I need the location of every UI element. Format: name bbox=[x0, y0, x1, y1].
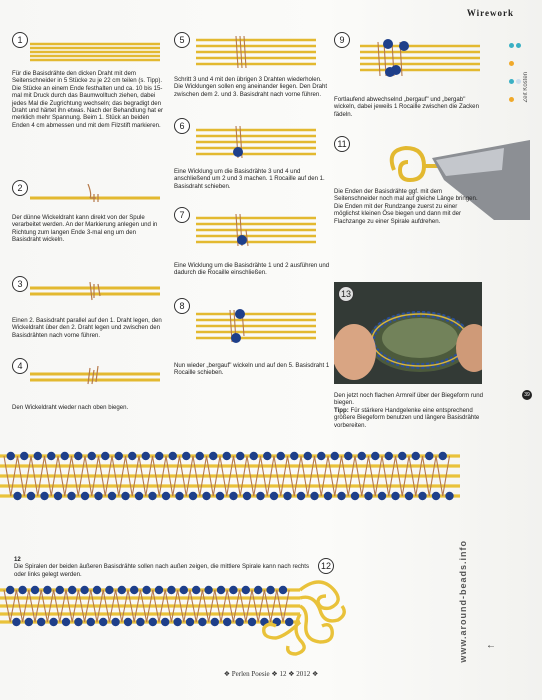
rocaille-bead bbox=[56, 586, 64, 594]
rating-dot bbox=[516, 43, 521, 48]
step-2-text: Der dünne Wickeldraht kann direkt von der Spule verarbeitet werden. An der Markierung anlegen und in Richtung zum langen Ende 3-mal eng um den Basisdraht wickeln. bbox=[12, 214, 158, 244]
rocaille-bead bbox=[358, 452, 366, 460]
rocaille-bead bbox=[94, 492, 102, 500]
rocaille-bead bbox=[439, 452, 447, 460]
rocaille-bead bbox=[412, 452, 420, 460]
bracelet-spiral-ends-illustration bbox=[0, 580, 360, 658]
rocaille-bead bbox=[169, 452, 177, 460]
rocaille-bead bbox=[256, 492, 264, 500]
rocaille-bead bbox=[391, 492, 399, 500]
step-6-number: 6 bbox=[174, 118, 190, 134]
tip-label: Tipp: bbox=[334, 406, 349, 414]
rocaille-bead bbox=[211, 618, 219, 626]
rocaille-bead bbox=[418, 492, 426, 500]
rocaille-bead bbox=[108, 492, 116, 500]
tip-text: Für stärkere Handgelenke eine entsprechend größere Biegeform benutzen und längere Basisdrähte vorbereiten. bbox=[334, 406, 480, 429]
rocaille-bead bbox=[198, 618, 206, 626]
rocaille-bead bbox=[136, 618, 144, 626]
rocaille-bead bbox=[20, 452, 28, 460]
rocaille-bead bbox=[87, 618, 95, 626]
rocaille-bead bbox=[229, 586, 237, 594]
rocaille-bead bbox=[18, 586, 26, 594]
rocaille-bead bbox=[204, 586, 212, 594]
page-tab-marker: 39 bbox=[522, 390, 532, 400]
rocaille-bead bbox=[148, 492, 156, 500]
rocaille-bead bbox=[13, 492, 21, 500]
step-6-text: Eine Wicklung um die Basisdrähte 3 und 4 und anschließend um 2 und 3 machen. 1 Rocaille auf den 1. Basisdraht schieben. bbox=[174, 168, 325, 190]
rocaille-bead bbox=[248, 618, 256, 626]
rocaille-bead bbox=[209, 452, 217, 460]
rocaille-bead bbox=[344, 452, 352, 460]
step-1-illustration bbox=[30, 40, 160, 64]
step-13-number: 13 bbox=[338, 286, 354, 302]
step-12-text bbox=[14, 556, 314, 578]
step-4-number: 4 bbox=[12, 358, 28, 374]
step-5-number: 5 bbox=[174, 32, 190, 48]
rocaille-bead bbox=[43, 586, 51, 594]
step-5-text: Schritt 3 und 4 mit den übrigen 3 Drahten wiederholen. Die Wicklungen sollen eng aneinander liegen. Den Draht zwischen dem 2. und 3. Basisdraht nach vorne führen. bbox=[174, 76, 328, 98]
bracelet-on-bottle-image bbox=[334, 282, 482, 384]
rocaille-bead bbox=[186, 618, 194, 626]
rocaille-bead bbox=[49, 618, 57, 626]
rocaille-bead bbox=[47, 452, 55, 460]
step-7-number: 7 bbox=[174, 207, 190, 223]
step-13-text bbox=[334, 392, 484, 429]
step-2-number: 2 bbox=[12, 180, 28, 196]
rocaille-bead bbox=[142, 586, 150, 594]
rocaille-bead bbox=[149, 618, 157, 626]
step-9-number: 9 bbox=[334, 32, 350, 48]
rocaille-bead bbox=[173, 618, 181, 626]
rocaille-bead bbox=[93, 586, 101, 594]
rocaille-bead bbox=[68, 586, 76, 594]
rocaille-bead bbox=[283, 492, 291, 500]
rocaille-bead bbox=[118, 586, 126, 594]
rocaille-bead bbox=[88, 452, 96, 460]
step-8-illustration bbox=[196, 306, 316, 346]
rocaille-bead bbox=[378, 492, 386, 500]
page-footer: ❖ Perlen Poesie ❖ 12 ❖ 2012 ❖ bbox=[223, 670, 319, 678]
rocaille-bead bbox=[67, 492, 75, 500]
rocaille-bead bbox=[405, 492, 413, 500]
rocaille-bead bbox=[182, 452, 190, 460]
rocaille-bead bbox=[155, 452, 163, 460]
rocaille-bead bbox=[111, 618, 119, 626]
rocaille-bead bbox=[74, 452, 82, 460]
rocaille-bead bbox=[25, 618, 33, 626]
step-4-text: Den Wickeldraht wieder nach oben biegen. bbox=[12, 404, 129, 411]
step-12-number-circle: 12 bbox=[318, 558, 334, 574]
rocaille-bead bbox=[243, 492, 251, 500]
rocaille-bead bbox=[277, 452, 285, 460]
rocaille-bead bbox=[217, 586, 225, 594]
step-2-illustration bbox=[30, 184, 160, 208]
rocaille-bead bbox=[254, 586, 262, 594]
rocaille-bead bbox=[124, 618, 132, 626]
rocaille-bead bbox=[266, 586, 274, 594]
rocaille-bead bbox=[128, 452, 136, 460]
rocaille-bead bbox=[155, 586, 163, 594]
rocaille-bead bbox=[61, 452, 69, 460]
rocaille-bead bbox=[74, 618, 82, 626]
rocaille-bead bbox=[142, 452, 150, 460]
rocaille-bead bbox=[31, 586, 39, 594]
rocaille-bead bbox=[223, 618, 231, 626]
rocaille-bead bbox=[7, 452, 15, 460]
rocaille-bead bbox=[189, 492, 197, 500]
rocaille-bead bbox=[196, 452, 204, 460]
rocaille-bead bbox=[270, 492, 278, 500]
rocaille-bead bbox=[351, 492, 359, 500]
rocaille-bead bbox=[229, 492, 237, 500]
rocaille-bead bbox=[297, 492, 305, 500]
rocaille-bead bbox=[279, 586, 287, 594]
rocaille-bead bbox=[324, 492, 332, 500]
rocaille-bead bbox=[167, 586, 175, 594]
step-13-photo bbox=[334, 282, 482, 384]
rocaille-bead bbox=[398, 452, 406, 460]
rocaille-bead bbox=[263, 452, 271, 460]
rocaille-bead bbox=[121, 492, 129, 500]
bracelet-wire-illustration bbox=[0, 446, 460, 508]
rocaille-bead bbox=[235, 618, 243, 626]
step-9-illustration bbox=[360, 32, 480, 80]
rocaille-bead bbox=[12, 618, 20, 626]
rating-dot bbox=[509, 43, 514, 48]
step-8-text: Nun wieder „bergauf" wickeln und auf den 5. Basisdraht 1 Rocaille schieben. bbox=[174, 362, 330, 377]
rocaille-bead bbox=[81, 492, 89, 500]
rocaille-bead bbox=[432, 492, 440, 500]
rocaille-bead bbox=[250, 452, 258, 460]
rocaille-bead bbox=[99, 618, 107, 626]
rocaille-bead bbox=[175, 492, 183, 500]
rating-dot bbox=[516, 79, 521, 84]
rocaille-bead bbox=[304, 452, 312, 460]
rocaille-bead bbox=[385, 452, 393, 460]
step-6-illustration bbox=[196, 124, 316, 160]
rocaille-bead bbox=[202, 492, 210, 500]
continue-arrow-icon: ← bbox=[486, 640, 496, 651]
rocaille-bead bbox=[216, 492, 224, 500]
rocaille-bead bbox=[242, 586, 250, 594]
website-watermark: www.around-beads.info bbox=[458, 540, 468, 663]
rocaille-bead bbox=[317, 452, 325, 460]
step-3-number: 3 bbox=[12, 276, 28, 292]
rocaille-bead bbox=[445, 492, 453, 500]
step-1-number: 1 bbox=[12, 32, 28, 48]
step-13-main-text: Den jetzt noch flachen Armreif über der Biegeform rund biegen. bbox=[334, 392, 484, 407]
rocaille-bead bbox=[371, 452, 379, 460]
step-8-number: 8 bbox=[174, 298, 190, 314]
rocaille-bead bbox=[101, 452, 109, 460]
rocaille-bead bbox=[290, 452, 298, 460]
rocaille-bead bbox=[62, 618, 70, 626]
step-9-text: Fortlaufend abwechselnd „bergauf" und „bergab" wickeln, dabei jeweils 1 Rocaille zwischen die Zacken fädeln. bbox=[334, 96, 479, 118]
step-1-text: Für die Basisdrähte den dicken Draht mit dem Seitenschneider in 5 Stücke zu je 22 cm teilen (s. Tipp). Die Stücke an einem Ende festhalten und ca. 10 bis 15-mal mit Druck durch das Baumwolltuch ziehen, dabei jedes Mal die Zugrichtung wechseln; das begradigt den Draht und härtet ihn etwas. Nach der Behandlung hat er merklich mehr Spannung. Beim 1. Stück an beiden Enden 4 cm abmessen und mit dem Filzstift markieren. bbox=[12, 70, 164, 129]
rocaille-bead bbox=[337, 492, 345, 500]
rocaille-bead bbox=[236, 452, 244, 460]
rocaille-bead bbox=[223, 452, 231, 460]
step-4-illustration bbox=[30, 366, 160, 386]
rocaille-bead bbox=[285, 618, 293, 626]
section-title: Wirework bbox=[466, 8, 514, 18]
rating-dot bbox=[509, 61, 514, 66]
step-3-illustration bbox=[30, 282, 160, 302]
step-12-number: 12 bbox=[14, 556, 21, 563]
rocaille-bead bbox=[135, 492, 143, 500]
rocaille-bead bbox=[6, 586, 14, 594]
rocaille-bead bbox=[364, 492, 372, 500]
rocaille-bead bbox=[34, 452, 42, 460]
rocaille-bead bbox=[115, 452, 123, 460]
rating-dot bbox=[509, 79, 514, 84]
rocaille-bead bbox=[40, 492, 48, 500]
rocaille-bead bbox=[27, 492, 35, 500]
rocaille-bead bbox=[310, 492, 318, 500]
rating-dot bbox=[509, 97, 514, 102]
step-5-illustration bbox=[196, 34, 316, 70]
step-11-number: 11 bbox=[334, 136, 350, 152]
step-3-text: Einen 2. Basisdraht parallel auf den 1. Draht legen, den Wickeldraht über den 2. Draht legen und zwischen den Basisdrähten nach vorne führen. bbox=[12, 317, 162, 339]
rocaille-bead bbox=[37, 618, 45, 626]
rocaille-bead bbox=[130, 586, 138, 594]
rocaille-bead bbox=[180, 586, 188, 594]
step-7-illustration bbox=[196, 212, 316, 248]
rocaille-bead bbox=[331, 452, 339, 460]
step-11-text: Die Enden der Basisdrähte ggf. mit dem Seitenschneider noch mal auf gleiche Länge bringen. Die Enden mit der Rundzange zuerst zu einer möglichst kleinen Öse biegen und dann mit der Flachzange zu einer Spirale aufdrehen. bbox=[334, 188, 478, 225]
step-12-main-text: Die Spiralen der beiden äußeren Basisdrähte sollen nach außen zeigen, die mittlere Spirale kann nach rechts oder links gelegt werden. bbox=[14, 563, 310, 578]
rocaille-bead bbox=[425, 452, 433, 460]
rocaille-bead bbox=[54, 492, 62, 500]
time-cost-label: Zeit Kosten bbox=[523, 72, 529, 103]
step-7-text: Eine Wicklung um die Basisdrähte 1 und 2 ausführen und dadurch die Rocaille einschließen. bbox=[174, 262, 330, 277]
rocaille-bead bbox=[105, 586, 113, 594]
rocaille-bead bbox=[162, 492, 170, 500]
page-header bbox=[0, 6, 542, 20]
rocaille-bead bbox=[80, 586, 88, 594]
rocaille-bead bbox=[161, 618, 169, 626]
rocaille-bead bbox=[192, 586, 200, 594]
